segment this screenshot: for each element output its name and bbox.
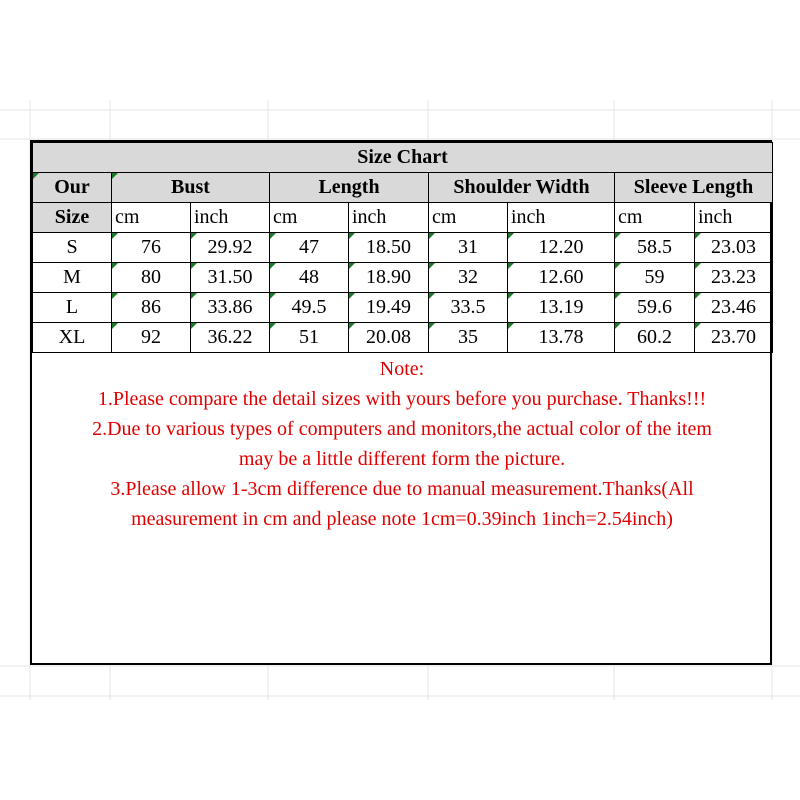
unit-cell: cm bbox=[112, 203, 191, 233]
value-cell: 33.5 bbox=[429, 293, 508, 323]
value-cell: 35 bbox=[429, 323, 508, 353]
size-cell: S bbox=[33, 233, 112, 263]
value-cell: 13.19 bbox=[508, 293, 615, 323]
length-header: Length bbox=[270, 173, 429, 203]
unit-cell: inch bbox=[191, 203, 270, 233]
value-cell: 23.46 bbox=[695, 293, 773, 323]
sleeve-length-header: Sleeve Length bbox=[615, 173, 773, 203]
table-row bbox=[33, 233, 773, 263]
value-cell: 59.6 bbox=[615, 293, 695, 323]
value-cell: 23.03 bbox=[695, 233, 773, 263]
unit-cell: cm bbox=[615, 203, 695, 233]
value-cell: 23.70 bbox=[695, 323, 773, 353]
bust-header: Bust bbox=[112, 173, 270, 203]
value-cell: 18.90 bbox=[349, 263, 429, 293]
value-cell: 33.86 bbox=[191, 293, 270, 323]
note-line: 1.Please compare the detail sizes with yours before you purchase. Thanks!!! bbox=[97, 388, 707, 410]
value-cell: 29.92 bbox=[191, 233, 270, 263]
table-row bbox=[33, 293, 773, 323]
value-cell: 80 bbox=[112, 263, 191, 293]
value-cell: 12.60 bbox=[508, 263, 615, 293]
unit-cell: inch bbox=[349, 203, 429, 233]
value-cell: 59 bbox=[615, 263, 695, 293]
chart-title: Size Chart bbox=[33, 143, 773, 173]
value-cell: 31.50 bbox=[191, 263, 270, 293]
table-row bbox=[33, 323, 773, 353]
value-cell: 12.20 bbox=[508, 233, 615, 263]
value-cell: 92 bbox=[112, 323, 191, 353]
value-cell: 20.08 bbox=[349, 323, 429, 353]
size-chart-table bbox=[32, 142, 773, 353]
unit-cell: cm bbox=[270, 203, 349, 233]
size-cell: XL bbox=[33, 323, 112, 353]
value-cell: 60.2 bbox=[615, 323, 695, 353]
value-cell: 58.5 bbox=[615, 233, 695, 263]
value-cell: 19.49 bbox=[349, 293, 429, 323]
table-row bbox=[33, 263, 773, 293]
note-line: 3.Please allow 1-3cm difference due to manual measurement.Thanks(All bbox=[110, 478, 694, 500]
shoulder-width-header: Shoulder Width bbox=[429, 173, 615, 203]
value-cell: 76 bbox=[112, 233, 191, 263]
value-cell: 36.22 bbox=[191, 323, 270, 353]
unit-cell: inch bbox=[508, 203, 615, 233]
value-cell: 31 bbox=[429, 233, 508, 263]
value-cell: 13.78 bbox=[508, 323, 615, 353]
unit-cell: cm bbox=[429, 203, 508, 233]
value-cell: 48 bbox=[270, 263, 349, 293]
size-label: Size bbox=[33, 203, 112, 233]
our-label: Our bbox=[33, 173, 112, 203]
size-cell: L bbox=[33, 293, 112, 323]
value-cell: 49.5 bbox=[270, 293, 349, 323]
value-cell: 18.50 bbox=[349, 233, 429, 263]
note-line: 2.Due to various types of computers and monitors,the actual color of the item bbox=[92, 418, 712, 440]
value-cell: 51 bbox=[270, 323, 349, 353]
note-block bbox=[32, 354, 772, 534]
note-line: may be a little different form the picture. bbox=[238, 448, 566, 470]
size-chart-sheet bbox=[30, 140, 772, 665]
note-heading: Note: bbox=[379, 358, 425, 380]
note-line: measurement in cm and please note 1cm=0.39inch 1inch=2.54inch) bbox=[131, 508, 673, 530]
value-cell: 86 bbox=[112, 293, 191, 323]
size-cell: M bbox=[33, 263, 112, 293]
value-cell: 32 bbox=[429, 263, 508, 293]
value-cell: 23.23 bbox=[695, 263, 773, 293]
unit-cell: inch bbox=[695, 203, 773, 233]
value-cell: 47 bbox=[270, 233, 349, 263]
